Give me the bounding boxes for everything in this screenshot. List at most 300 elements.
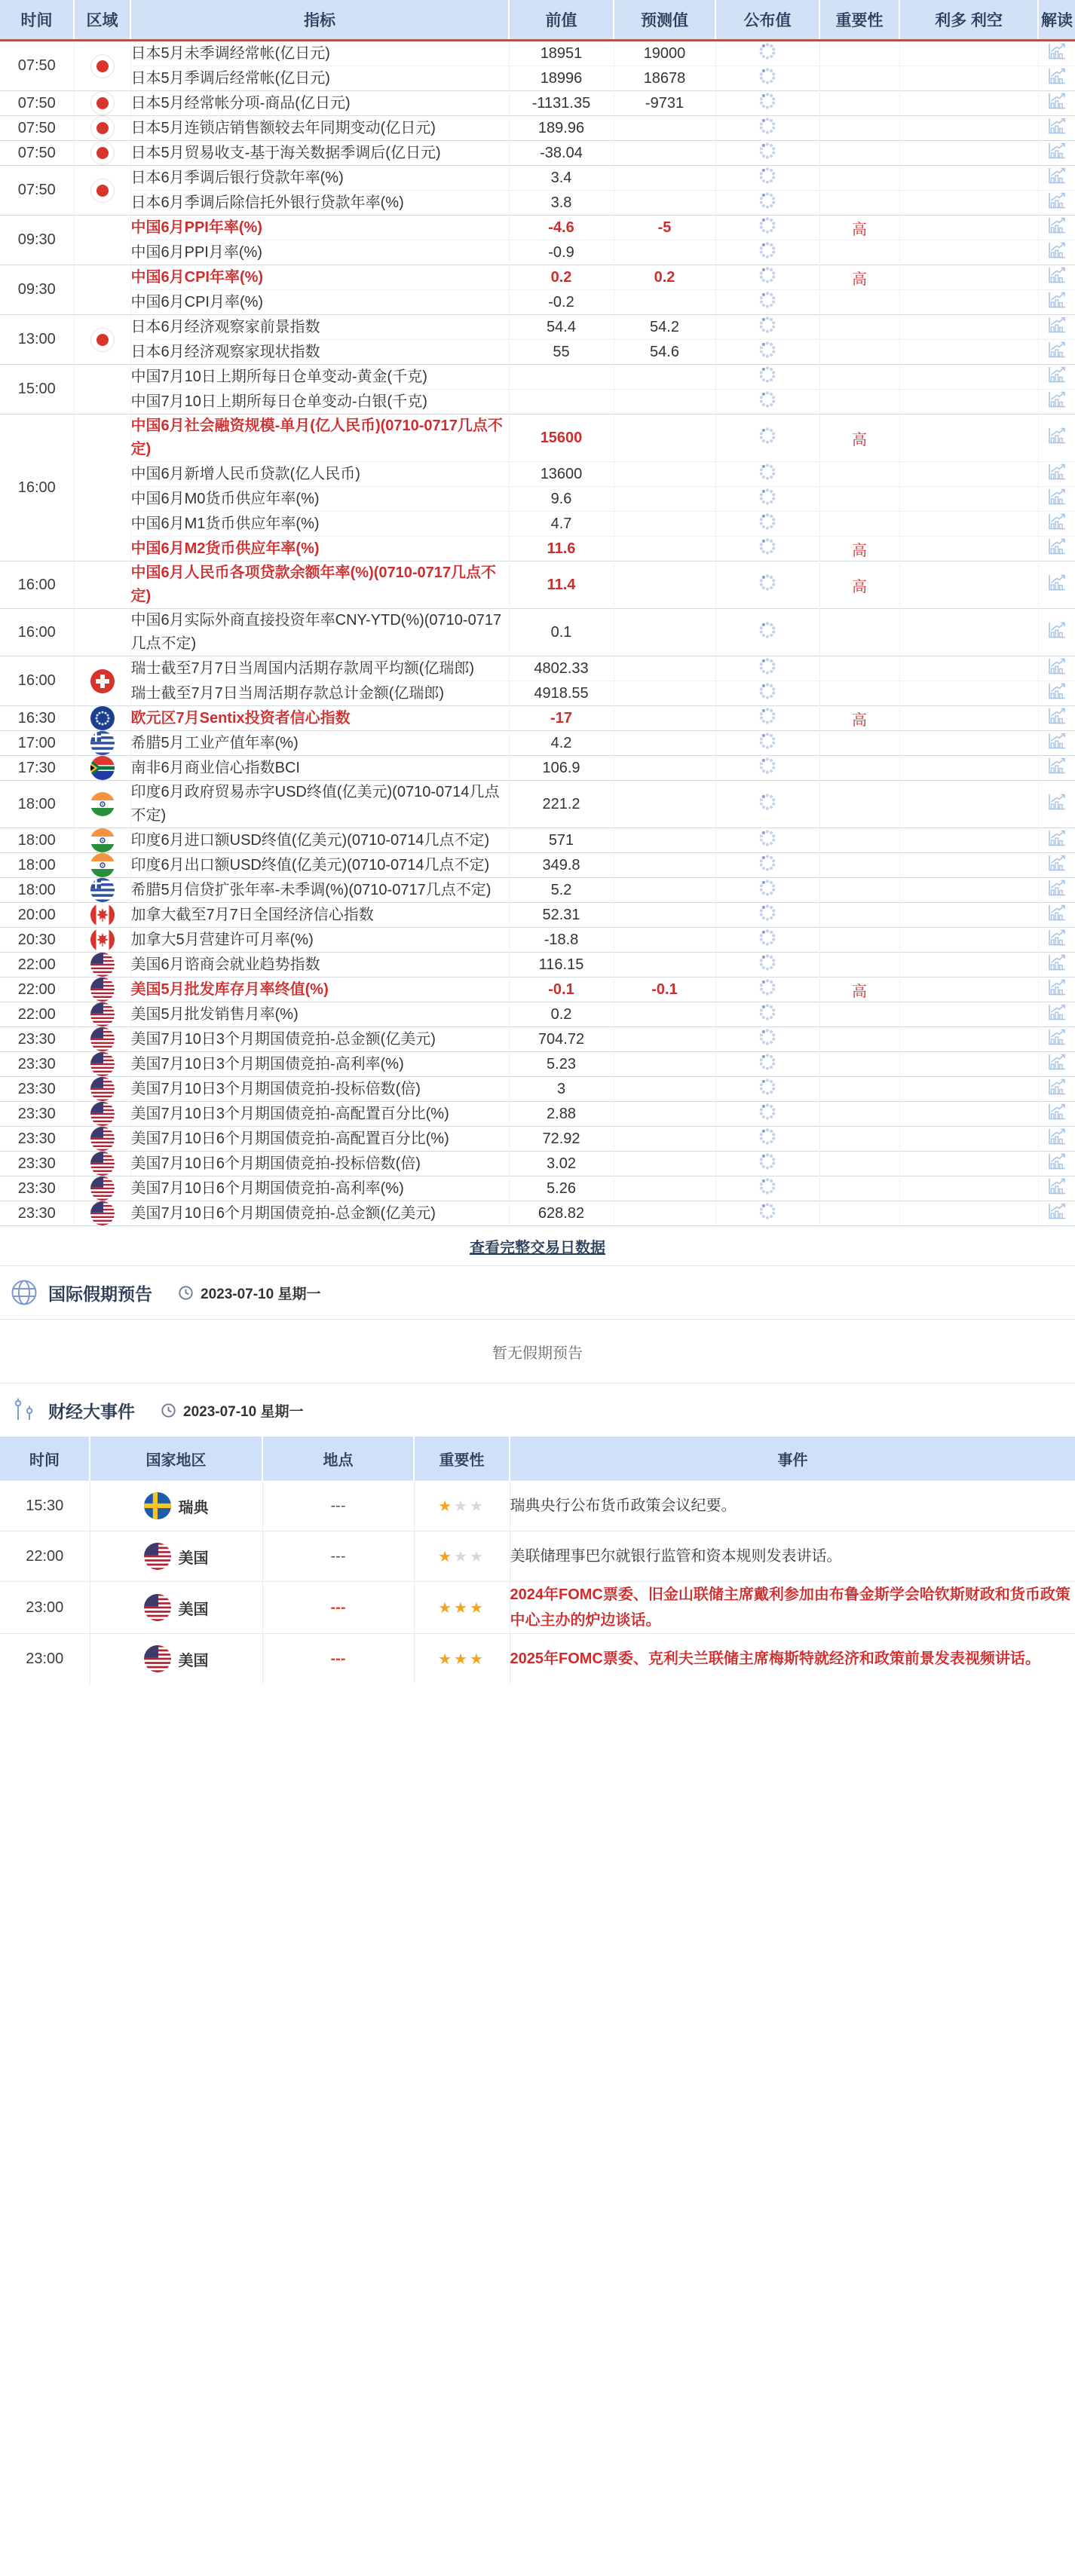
interpret-cell[interactable] (1038, 191, 1075, 216)
interpret-cell[interactable] (1038, 390, 1075, 415)
region-flag-cell (74, 315, 130, 365)
interpret-cell[interactable] (1038, 462, 1075, 487)
interpret-chart-icon (1046, 829, 1067, 848)
forecast-value-cell (614, 853, 715, 878)
interpret-chart-icon (1046, 241, 1067, 260)
interpret-cell[interactable] (1038, 1152, 1075, 1176)
interpret-cell[interactable] (1038, 953, 1075, 977)
interpret-cell[interactable] (1038, 265, 1075, 290)
interpret-cell[interactable] (1038, 828, 1075, 853)
flag-se-icon (144, 1492, 171, 1519)
interpret-chart-icon (1046, 216, 1067, 235)
flag-za-icon (90, 756, 115, 780)
interpret-cell[interactable] (1038, 290, 1075, 315)
bull-bear-cell (899, 903, 1038, 928)
flag-us-icon (90, 1002, 115, 1026)
flag-jp-icon (90, 141, 115, 165)
importance-cell (819, 365, 899, 390)
previous-value-cell: 54.4 (509, 315, 614, 340)
bull-bear-cell (899, 512, 1038, 537)
star-empty-icon: ★ (469, 1498, 485, 1515)
bull-bear-cell (899, 609, 1038, 656)
bull-bear-cell (899, 91, 1038, 116)
time-cell: 22:00 (0, 1002, 74, 1027)
calendar-row (0, 781, 1075, 828)
interpret-chart-icon (1046, 657, 1067, 676)
calendar-row (0, 1052, 1075, 1077)
loading-spinner-icon (758, 537, 777, 556)
importance-cell (819, 116, 899, 141)
interpret-cell[interactable] (1038, 116, 1075, 141)
previous-value-cell: 13600 (509, 462, 614, 487)
region-flag-cell (74, 1152, 130, 1176)
indicator-cell: 希腊5月信贷扩张年率-未季调(%)(0710-0717几点不定) (130, 878, 509, 903)
big-events-table (0, 1436, 1075, 1684)
interpret-chart-icon (1046, 67, 1067, 86)
previous-value-cell: 11.4 (509, 561, 614, 609)
importance-cell: 高 (819, 977, 899, 1002)
interpret-cell[interactable] (1038, 41, 1075, 66)
indicator-cell: 美国5月批发销售月率(%) (130, 1002, 509, 1027)
interpret-cell[interactable] (1038, 537, 1075, 561)
bull-bear-cell (899, 853, 1038, 878)
flag-us-icon (90, 1152, 115, 1176)
calendar-col-header-8: 解读 (1038, 0, 1075, 41)
interpret-chart-icon (1046, 537, 1067, 556)
indicator-cell: 日本6月季调后除信托外银行贷款年率(%) (130, 191, 509, 216)
time-cell: 18:00 (0, 878, 74, 903)
previous-value-cell: 15600 (509, 415, 614, 462)
holiday-section-title: 国际假期预告 (48, 1283, 152, 1304)
time-cell: 23:30 (0, 1077, 74, 1102)
indicator-cell: 加拿大5月营建许可月率(%) (130, 928, 509, 953)
events-col-header-2: 地点 (262, 1436, 414, 1481)
importance-cell (819, 1152, 899, 1176)
interpret-cell[interactable] (1038, 1201, 1075, 1226)
region-flag-cell (74, 1176, 130, 1201)
published-value-cell (715, 1127, 819, 1152)
country-label (90, 1594, 262, 1621)
interpret-cell[interactable] (1038, 240, 1075, 265)
published-value-cell (715, 216, 819, 240)
calendar-row (0, 340, 1075, 365)
time-cell: 07:50 (0, 91, 74, 116)
published-value-cell (715, 1102, 819, 1127)
interpret-cell[interactable] (1038, 315, 1075, 340)
time-cell: 09:30 (0, 265, 74, 315)
calendar-row (0, 1176, 1075, 1201)
loading-spinner-icon (758, 116, 777, 136)
importance-cell (819, 656, 899, 681)
time-cell: 18:00 (0, 828, 74, 853)
events-header-row (0, 1436, 1075, 1481)
event-description-cell: 2025年FOMC票委、克利夫兰联储主席梅斯特就经济和政策前景发表视频讲话。 (510, 1634, 1075, 1684)
published-value-cell (715, 191, 819, 216)
interpret-chart-icon (1046, 1028, 1067, 1047)
time-cell: 09:30 (0, 216, 74, 265)
importance-cell (819, 487, 899, 512)
published-value-cell (715, 365, 819, 390)
published-value-cell (715, 706, 819, 731)
events-col-header-3: 重要性 (414, 1436, 510, 1481)
interpret-cell[interactable] (1038, 365, 1075, 390)
interpret-cell[interactable] (1038, 731, 1075, 756)
forecast-value-cell (614, 240, 715, 265)
bull-bear-cell (899, 340, 1038, 365)
interpret-cell[interactable] (1038, 853, 1075, 878)
importance-cell (819, 1127, 899, 1152)
published-value-cell (715, 1152, 819, 1176)
loading-spinner-icon (758, 265, 777, 285)
bull-bear-cell (899, 41, 1038, 66)
interpret-chart-icon (1046, 621, 1067, 640)
indicator-cell: 中国6月PPI年率(%) (130, 216, 509, 240)
loading-spinner-icon (758, 462, 777, 482)
importance-cell (819, 953, 899, 977)
events-table-container (0, 1436, 1075, 1684)
forecast-value-cell (614, 487, 715, 512)
interpret-cell[interactable] (1038, 340, 1075, 365)
calendar-row (0, 141, 1075, 166)
globe-icon (11, 1279, 38, 1306)
bull-bear-cell (899, 977, 1038, 1002)
calendar-row (0, 609, 1075, 656)
loading-spinner-icon (758, 731, 777, 751)
importance-cell (819, 91, 899, 116)
calendar-row (0, 953, 1075, 977)
interpret-cell[interactable] (1038, 681, 1075, 706)
published-value-cell (715, 781, 819, 828)
interpret-cell[interactable] (1038, 487, 1075, 512)
published-value-cell (715, 1201, 819, 1226)
calendar-table-container (0, 0, 1075, 1225)
region-flag-cell (74, 365, 130, 415)
country-name: 美国 (178, 1652, 209, 1669)
interpret-chart-icon (1046, 732, 1067, 751)
indicator-cell: 美国7月10日3个月期国债竞拍-投标倍数(倍) (130, 1077, 509, 1102)
flag-us-icon (90, 1027, 115, 1051)
forecast-value-cell (614, 512, 715, 537)
indicator-cell: 日本6月季调后银行贷款年率(%) (130, 166, 509, 191)
calendar-row (0, 756, 1075, 781)
interpret-cell[interactable] (1038, 1027, 1075, 1052)
interpret-cell[interactable] (1038, 977, 1075, 1002)
bull-bear-cell (899, 878, 1038, 903)
calendar-col-header-6: 重要性 (819, 0, 899, 41)
interpret-cell[interactable] (1038, 1176, 1075, 1201)
published-value-cell (715, 265, 819, 290)
time-cell: 20:30 (0, 928, 74, 953)
previous-value-cell: 52.31 (509, 903, 614, 928)
flag-us-icon (90, 1052, 115, 1076)
interpret-chart-icon (1046, 42, 1067, 61)
published-value-cell (715, 561, 819, 609)
previous-value-cell: 5.23 (509, 1052, 614, 1077)
importance-cell (819, 191, 899, 216)
indicator-cell: 中国6月M1货币供应年率(%) (130, 512, 509, 537)
published-value-cell (715, 512, 819, 537)
loading-spinner-icon (758, 1201, 777, 1221)
country-name: 美国 (178, 1601, 209, 1618)
star-filled-icon: ★ (438, 1599, 455, 1617)
forecast-value-cell (614, 462, 715, 487)
loading-spinner-icon (758, 1002, 777, 1022)
importance-cell (819, 756, 899, 781)
calendar-col-header-3: 前值 (509, 0, 614, 41)
forecast-value-cell (614, 1102, 715, 1127)
event-description-cell: 2024年FOMC票委、旧金山联储主席戴利参加由布鲁金斯学会哈钦斯财政和货币政策中心主办的炉边谈话。 (510, 1582, 1075, 1634)
interpret-chart-icon (1046, 1127, 1067, 1146)
bull-bear-cell (899, 756, 1038, 781)
forecast-value-cell (614, 1002, 715, 1027)
published-value-cell (715, 609, 819, 656)
interpret-chart-icon (1046, 1078, 1067, 1097)
loading-spinner-icon (758, 953, 777, 972)
interpret-cell[interactable] (1038, 878, 1075, 903)
interpret-chart-icon (1046, 427, 1067, 445)
published-value-cell (715, 953, 819, 977)
importance-cell: 高 (819, 415, 899, 462)
bull-bear-cell (899, 706, 1038, 731)
calendar-row (0, 1027, 1075, 1052)
time-cell: 23:30 (0, 1152, 74, 1176)
forecast-value-cell (614, 290, 715, 315)
interpret-chart-icon (1046, 1177, 1067, 1196)
time-cell: 15:00 (0, 365, 74, 415)
forecast-value-cell (614, 878, 715, 903)
published-value-cell (715, 828, 819, 853)
importance-cell (819, 340, 899, 365)
indicator-cell: 中国6月PPI月率(%) (130, 240, 509, 265)
previous-value-cell: -1131.35 (509, 91, 614, 116)
event-location-cell: --- (262, 1634, 414, 1684)
interpret-cell[interactable] (1038, 756, 1075, 781)
time-cell: 13:00 (0, 315, 74, 365)
loading-spinner-icon (758, 41, 777, 61)
indicator-cell: 中国7月10日上期所每日仓单变动-白银(千克) (130, 390, 509, 415)
bull-bear-cell (899, 731, 1038, 756)
published-value-cell (715, 656, 819, 681)
interpret-cell[interactable] (1038, 1077, 1075, 1102)
indicator-cell: 美国7月10日3个月期国债竞拍-高利率(%) (130, 1052, 509, 1077)
interpret-chart-icon (1046, 879, 1067, 898)
previous-value-cell: 4.2 (509, 731, 614, 756)
indicator-cell: 中国6月新增人民币贷款(亿人民币) (130, 462, 509, 487)
indicator-cell: 中国6月M0货币供应年率(%) (130, 487, 509, 512)
forecast-value-cell (614, 561, 715, 609)
indicator-cell: 印度6月政府贸易赤字USD终值(亿美元)(0710-0714几点不定) (130, 781, 509, 828)
interpret-chart-icon (1046, 366, 1067, 384)
loading-spinner-icon (758, 1027, 777, 1047)
calendar-col-header-5: 公布值 (715, 0, 819, 41)
star-empty-icon: ★ (454, 1548, 470, 1565)
loading-spinner-icon (758, 977, 777, 997)
country-label (90, 1645, 262, 1672)
interpret-cell[interactable] (1038, 91, 1075, 116)
region-flag-cell (74, 41, 130, 91)
bull-bear-cell (899, 1127, 1038, 1152)
bull-bear-cell (899, 315, 1038, 340)
calendar-row (0, 681, 1075, 706)
forecast-value-cell: 54.2 (614, 315, 715, 340)
holiday-empty-text: 暂无假期预告 (492, 1345, 583, 1362)
flag-jp-icon (90, 328, 115, 352)
indicator-cell: 南非6月商业信心指数BCI (130, 756, 509, 781)
bull-bear-cell (899, 1052, 1038, 1077)
event-importance-stars (414, 1481, 510, 1531)
importance-cell (819, 240, 899, 265)
loading-spinner-icon (758, 681, 777, 701)
region-flag-cell (74, 609, 130, 656)
importance-cell (819, 609, 899, 656)
published-value-cell (715, 903, 819, 928)
time-cell: 20:00 (0, 903, 74, 928)
loading-spinner-icon (758, 512, 777, 531)
previous-value-cell: -4.6 (509, 216, 614, 240)
interpret-cell[interactable] (1038, 1002, 1075, 1027)
previous-value-cell: 571 (509, 828, 614, 853)
bull-bear-cell (899, 240, 1038, 265)
interpret-chart-icon (1046, 512, 1067, 531)
forecast-value-cell: -0.1 (614, 977, 715, 1002)
calendar-row (0, 977, 1075, 1002)
flag-us-icon (144, 1543, 171, 1570)
importance-cell (819, 681, 899, 706)
event-time-cell: 23:00 (0, 1582, 90, 1634)
calendar-row (0, 1127, 1075, 1152)
interpret-chart-icon (1046, 904, 1067, 922)
flag-jp-icon (90, 54, 115, 78)
indicator-cell: 加拿大截至7月7日全国经济信心指数 (130, 903, 509, 928)
bull-bear-cell (899, 265, 1038, 290)
bull-bear-cell (899, 191, 1038, 216)
importance-cell: 高 (819, 561, 899, 609)
interpret-cell[interactable] (1038, 609, 1075, 656)
importance-cell (819, 1176, 899, 1201)
bull-bear-cell (899, 66, 1038, 91)
bull-bear-cell (899, 781, 1038, 828)
interpret-chart-icon (1046, 167, 1067, 185)
interpret-cell[interactable] (1038, 656, 1075, 681)
region-flag-cell (74, 977, 130, 1002)
interpret-cell[interactable] (1038, 903, 1075, 928)
previous-value-cell: 5.2 (509, 878, 614, 903)
previous-value-cell: 4.7 (509, 512, 614, 537)
interpret-cell[interactable] (1038, 1052, 1075, 1077)
calendar-row (0, 1152, 1075, 1176)
previous-value-cell: 3.02 (509, 1152, 614, 1176)
calendar-row (0, 290, 1075, 315)
calendar-row (0, 928, 1075, 953)
interpret-chart-icon (1046, 488, 1067, 506)
events-section-title: 财经大事件 (48, 1401, 135, 1421)
calendar-col-header-2: 指标 (130, 0, 509, 41)
previous-value-cell: 9.6 (509, 487, 614, 512)
interpret-cell[interactable] (1038, 1102, 1075, 1127)
time-cell: 16:30 (0, 706, 74, 731)
forecast-value-cell: -9731 (614, 91, 715, 116)
event-row (0, 1634, 1075, 1684)
economic-calendar-table (0, 0, 1075, 1225)
bull-bear-cell (899, 537, 1038, 561)
region-flag-cell (74, 265, 130, 315)
interpret-cell[interactable] (1038, 706, 1075, 731)
time-cell: 07:50 (0, 41, 74, 91)
time-cell: 17:00 (0, 731, 74, 756)
calendar-row (0, 315, 1075, 340)
previous-value-cell (509, 365, 614, 390)
previous-value-cell: 3.8 (509, 191, 614, 216)
interpret-cell[interactable] (1038, 415, 1075, 462)
indicator-cell: 欧元区7月Sentix投资者信心指数 (130, 706, 509, 731)
region-flag-cell (74, 1002, 130, 1027)
region-flag-cell (74, 656, 130, 706)
published-value-cell (715, 928, 819, 953)
interpret-chart-icon (1046, 266, 1067, 285)
interpret-cell[interactable] (1038, 1127, 1075, 1152)
star-filled-icon: ★ (438, 1548, 455, 1565)
indicator-cell: 美国7月10日3个月期国债竞拍-高配置百分比(%) (130, 1102, 509, 1127)
interpret-chart-icon (1046, 341, 1067, 359)
published-value-cell (715, 1002, 819, 1027)
interpret-cell[interactable] (1038, 561, 1075, 609)
country-label (90, 1492, 262, 1519)
loading-spinner-icon (758, 656, 777, 676)
calendar-row (0, 265, 1075, 290)
interpret-cell[interactable] (1038, 216, 1075, 240)
indicator-cell: 中国6月M2货币供应年率(%) (130, 537, 509, 561)
interpret-chart-icon (1046, 793, 1067, 812)
indicator-cell: 日本6月经济观察家现状指数 (130, 340, 509, 365)
interpret-cell[interactable] (1038, 66, 1075, 91)
interpret-cell[interactable] (1038, 928, 1075, 953)
bull-bear-cell (899, 928, 1038, 953)
indicator-cell: 中国6月实际外商直接投资年率CNY-YTD(%)(0710-0717几点不定) (130, 609, 509, 656)
interpret-chart-icon (1046, 953, 1067, 972)
view-full-trading-data-link[interactable]: 查看完整交易日数据 (470, 1239, 605, 1256)
importance-cell (819, 1027, 899, 1052)
region-flag-cell (74, 116, 130, 141)
published-value-cell (715, 731, 819, 756)
forecast-value-cell (614, 731, 715, 756)
interpret-chart-icon (1046, 978, 1067, 997)
interpret-cell[interactable] (1038, 512, 1075, 537)
indicator-cell: 中国6月社会融资规模-单月(亿人民币)(0710-0717几点不定) (130, 415, 509, 462)
flag-ch-icon (90, 669, 115, 693)
events-col-header-4: 事件 (510, 1436, 1075, 1481)
indicator-cell: 美国7月10日6个月期国债竞拍-总金额(亿美元) (130, 1201, 509, 1226)
interpret-cell[interactable] (1038, 781, 1075, 828)
previous-value-cell: 18951 (509, 41, 614, 66)
calendar-row (0, 390, 1075, 415)
calendar-row (0, 853, 1075, 878)
loading-spinner-icon (758, 240, 777, 260)
forecast-value-cell (614, 681, 715, 706)
importance-cell (819, 462, 899, 487)
indicator-cell: 希腊5月工业产值年率(%) (130, 731, 509, 756)
interpret-cell[interactable] (1038, 141, 1075, 166)
interpret-cell[interactable] (1038, 166, 1075, 191)
calendar-row (0, 828, 1075, 853)
published-value-cell (715, 116, 819, 141)
interpret-chart-icon (1046, 191, 1067, 210)
flag-us-icon (144, 1645, 171, 1672)
bull-bear-cell (899, 141, 1038, 166)
published-value-cell (715, 1052, 819, 1077)
loading-spinner-icon (758, 166, 777, 185)
published-value-cell (715, 462, 819, 487)
loading-spinner-icon (758, 365, 777, 384)
